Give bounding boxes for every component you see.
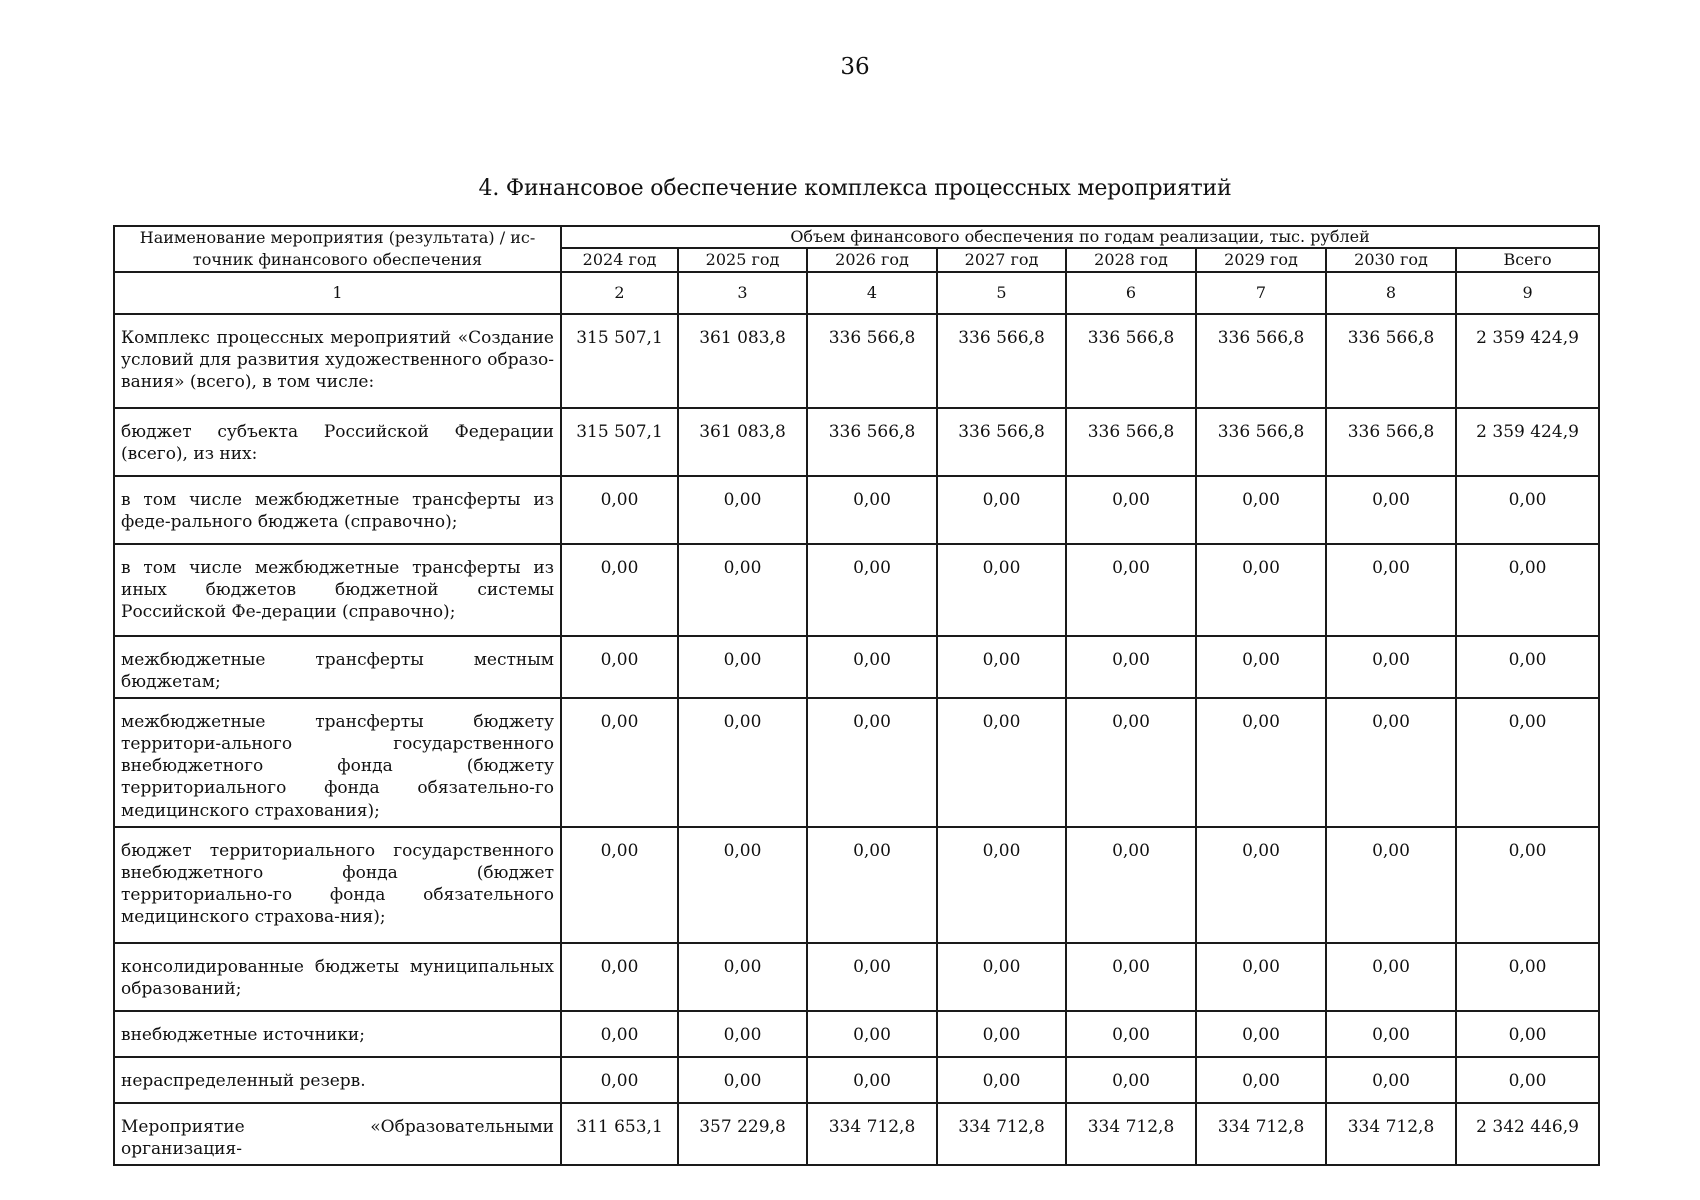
row-name-cell: консолидированные бюджеты муниципальных образований; [114,943,561,1011]
total-header: Всего [1456,248,1599,272]
row-total-cell: 0,00 [1456,1011,1599,1057]
row-value-cell: 0,00 [1066,943,1196,1011]
name-column-header: Наименование мероприятия (результата) / ис-точник финансового обеспечения [114,226,561,272]
row-value-cell: 0,00 [678,698,807,826]
row-total-cell: 2 359 424,9 [1456,408,1599,476]
row-value-cell: 0,00 [561,1057,678,1103]
row-value-cell: 0,00 [1326,636,1456,698]
table-row [114,943,1599,1011]
row-value-cell: 0,00 [937,1011,1066,1057]
row-value-cell: 0,00 [1066,476,1196,544]
row-value-cell: 334 712,8 [1326,1103,1456,1165]
column-number: 5 [937,272,1066,314]
row-total-cell: 0,00 [1456,544,1599,636]
row-value-cell: 336 566,8 [807,408,937,476]
row-value-cell: 0,00 [561,943,678,1011]
row-name-cell: бюджет субъекта Российской Федерации (всего), из них: [114,408,561,476]
row-value-cell: 0,00 [561,636,678,698]
row-value-cell: 0,00 [807,476,937,544]
table-row [114,698,1599,826]
row-value-cell: 0,00 [1066,544,1196,636]
row-value-cell: 336 566,8 [1196,314,1326,408]
row-value-cell: 336 566,8 [1196,408,1326,476]
row-value-cell: 0,00 [807,943,937,1011]
year-header: 2025 год [678,248,807,272]
row-name-cell: нераспределенный резерв. [114,1057,561,1103]
row-value-cell: 0,00 [561,827,678,943]
table-row [114,314,1599,408]
row-value-cell: 0,00 [937,698,1066,826]
row-value-cell: 0,00 [678,544,807,636]
table-row [114,1057,1599,1103]
row-total-cell: 0,00 [1456,1057,1599,1103]
year-header: 2027 год [937,248,1066,272]
row-name-cell: межбюджетные трансферты бюджету территори-ального государственного внебюджетного фонда (бюджету территориального фонда обязательно-го медицинского страхования); [114,698,561,826]
row-value-cell: 361 083,8 [678,314,807,408]
row-value-cell: 336 566,8 [1326,408,1456,476]
table-row [114,827,1599,943]
year-header: 2028 год [1066,248,1196,272]
row-value-cell: 336 566,8 [1326,314,1456,408]
row-total-cell: 2 342 446,9 [1456,1103,1599,1165]
row-value-cell: 0,00 [1326,1057,1456,1103]
row-value-cell: 0,00 [1066,827,1196,943]
table-row [114,408,1599,476]
year-header: 2029 год [1196,248,1326,272]
row-value-cell: 0,00 [561,698,678,826]
row-value-cell: 0,00 [1196,1011,1326,1057]
row-value-cell: 0,00 [807,1057,937,1103]
row-value-cell: 0,00 [937,827,1066,943]
row-value-cell: 0,00 [678,1011,807,1057]
row-value-cell: 0,00 [678,636,807,698]
row-value-cell: 0,00 [1066,1011,1196,1057]
row-value-cell: 0,00 [1326,544,1456,636]
row-total-cell: 0,00 [1456,827,1599,943]
row-value-cell: 0,00 [937,544,1066,636]
row-value-cell: 0,00 [1326,827,1456,943]
row-value-cell: 0,00 [937,636,1066,698]
column-number: 3 [678,272,807,314]
row-value-cell: 0,00 [678,476,807,544]
page-number: 36 [840,54,870,80]
table-row [114,544,1599,636]
row-value-cell: 334 712,8 [807,1103,937,1165]
row-value-cell: 315 507,1 [561,408,678,476]
column-number: 8 [1326,272,1456,314]
row-value-cell: 336 566,8 [807,314,937,408]
row-value-cell: 0,00 [1196,476,1326,544]
row-value-cell: 336 566,8 [1066,314,1196,408]
row-total-cell: 0,00 [1456,698,1599,826]
row-value-cell: 334 712,8 [1066,1103,1196,1165]
row-value-cell: 0,00 [678,1057,807,1103]
row-value-cell: 334 712,8 [1196,1103,1326,1165]
row-value-cell: 0,00 [807,1011,937,1057]
row-value-cell: 0,00 [1196,636,1326,698]
row-name-cell: в том числе межбюджетные трансферты из иных бюджетов бюджетной системы Российской Фе-дерации (справочно); [114,544,561,636]
row-value-cell: 0,00 [561,476,678,544]
table-row [114,1103,1599,1165]
row-value-cell: 0,00 [937,943,1066,1011]
row-name-cell: в том числе межбюджетные трансферты из феде-рального бюджета (справочно); [114,476,561,544]
row-value-cell: 0,00 [561,1011,678,1057]
column-number-row [114,272,1599,314]
column-number: 6 [1066,272,1196,314]
row-value-cell: 0,00 [1326,1011,1456,1057]
table-row [114,636,1599,698]
row-value-cell: 311 653,1 [561,1103,678,1165]
row-value-cell: 0,00 [1326,943,1456,1011]
row-total-cell: 2 359 424,9 [1456,314,1599,408]
row-value-cell: 0,00 [1066,636,1196,698]
row-value-cell: 0,00 [807,698,937,826]
column-number: 4 [807,272,937,314]
row-value-cell: 0,00 [807,636,937,698]
row-value-cell: 0,00 [1326,698,1456,826]
header-row-group [114,226,1599,248]
row-name-cell: бюджет территориального государственного внебюджетного фонда (бюджет территориально-го фонда обязательного медицинского страхова-ния); [114,827,561,943]
row-value-cell: 0,00 [937,1057,1066,1103]
column-number: 7 [1196,272,1326,314]
row-value-cell: 0,00 [807,544,937,636]
row-value-cell: 0,00 [1196,698,1326,826]
row-value-cell: 0,00 [1066,698,1196,826]
table-row [114,1011,1599,1057]
row-value-cell: 0,00 [1196,827,1326,943]
row-name-cell: межбюджетные трансферты местным бюджетам; [114,636,561,698]
year-header: 2026 год [807,248,937,272]
row-name-cell: Комплекс процессных мероприятий «Создание условий для развития художественного образо-вания» (всего), в том числе: [114,314,561,408]
row-total-cell: 0,00 [1456,636,1599,698]
column-number: 9 [1456,272,1599,314]
row-value-cell: 0,00 [1326,476,1456,544]
year-header: 2024 год [561,248,678,272]
financing-table [113,225,1600,1166]
row-value-cell: 0,00 [678,943,807,1011]
table-row [114,476,1599,544]
column-number: 1 [114,272,561,314]
row-value-cell: 315 507,1 [561,314,678,408]
year-header: 2030 год [1326,248,1456,272]
row-value-cell: 0,00 [937,476,1066,544]
row-value-cell: 0,00 [561,544,678,636]
row-value-cell: 0,00 [1196,544,1326,636]
row-name-cell: Мероприятие «Образовательными организация- [114,1103,561,1165]
row-name-cell: внебюджетные источники; [114,1011,561,1057]
row-value-cell: 0,00 [1196,943,1326,1011]
row-value-cell: 0,00 [678,827,807,943]
row-value-cell: 336 566,8 [937,314,1066,408]
column-number: 2 [561,272,678,314]
row-value-cell: 357 229,8 [678,1103,807,1165]
row-value-cell: 336 566,8 [937,408,1066,476]
row-value-cell: 0,00 [807,827,937,943]
row-value-cell: 336 566,8 [1066,408,1196,476]
document-title: 4. Финансовое обеспечение комплекса процессных мероприятий [478,176,1232,201]
row-value-cell: 0,00 [1196,1057,1326,1103]
row-total-cell: 0,00 [1456,476,1599,544]
row-value-cell: 361 083,8 [678,408,807,476]
funding-volume-header: Объем финансового обеспечения по годам реализации, тыс. рублей [561,226,1599,248]
row-value-cell: 0,00 [1066,1057,1196,1103]
row-total-cell: 0,00 [1456,943,1599,1011]
row-value-cell: 334 712,8 [937,1103,1066,1165]
